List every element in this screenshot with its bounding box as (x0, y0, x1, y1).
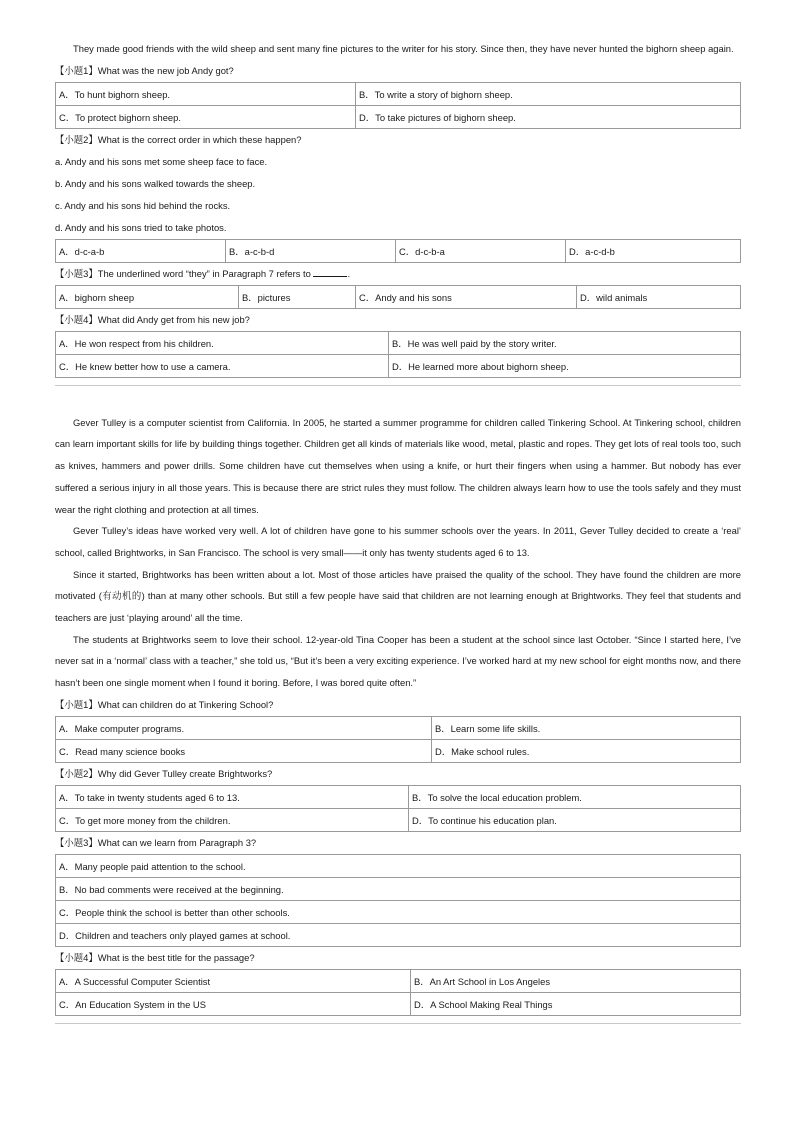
p2-question-1: 【小题1】What can children do at Tinkering School? (55, 698, 274, 710)
p1-q2-options (55, 239, 741, 263)
p2-q4-options (55, 969, 741, 1016)
p1-question-2: 【小题2】What is the correct order in which these happen? (55, 133, 302, 145)
p2-question-4: 【小题4】What is the best title for the passage? (55, 951, 255, 963)
p2-q4-option-d[interactable]: D．A School Making Real Things (411, 992, 741, 1015)
passage2-paragraph-2: Gever Tulley’s ideas have worked very well. A lot of children have gone to his summer schools over the years. In 2011, Gever Tulley decided to create a ‘real’ school, called Brightworks, in San Francisco. The school is very small——it only has twenty students aged 6 to 13. (55, 525, 741, 558)
answer-blank (313, 267, 347, 277)
p1-q3-option-d[interactable]: D．wild animals (577, 285, 741, 308)
p2-q3-option-d[interactable]: D．Children and teachers only played games at school. (56, 923, 741, 946)
passage2-paragraph-3: Since it started, Brightworks has been written about a lot. Most of those articles have praised the quality of the school. They have found the children are more motivated (有动机的) than at many other schools. But still a few people have said that children are not learning enough at Brightworks. They feel that students and teachers are just ‘playing around’ all the time. (55, 568, 741, 624)
p1-q2-option-c[interactable]: C．d-c-b-a (396, 239, 566, 262)
p1-q3-stem-end: . (347, 267, 351, 279)
p1-q1-option-b[interactable]: B．To write a story of bighorn sheep. (356, 82, 741, 105)
p1-q2-event-c: c. Andy and his sons hid behind the rocks. (55, 199, 231, 211)
p1-q3-options (55, 285, 741, 309)
p1-q1-option-d[interactable]: D．To take pictures of bighorn sheep. (356, 105, 741, 128)
passage1-closing-paragraph: They made good friends with the wild sheep and sent many fine pictures to the writer for his story. Since then, they have never hunted the bighorn sheep again. (73, 43, 734, 54)
p2-q4-option-b[interactable]: B．An Art School in Los Angeles (411, 969, 741, 992)
p1-q1-option-c[interactable]: C．To protect bighorn sheep. (56, 105, 356, 128)
p2-q3-options (55, 854, 741, 947)
p2-q2-option-a[interactable]: A．To take in twenty students aged 6 to 13. (56, 785, 409, 808)
p2-q4-option-a[interactable]: A．A Successful Computer Scientist (56, 969, 411, 992)
p1-q2-option-a[interactable]: A．d-c-a-b (56, 239, 226, 262)
p1-q2-event-d: d. Andy and his sons tried to take photos. (55, 221, 227, 233)
p1-q1-options (55, 82, 741, 129)
p2-q3-option-a[interactable]: A．Many people paid attention to the school. (56, 854, 741, 877)
worksheet-page (55, 38, 741, 1024)
p2-q1-option-c[interactable]: C．Read many science books (56, 739, 432, 762)
p1-q1-option-a[interactable]: A．To hunt bighorn sheep. (56, 82, 356, 105)
p2-q1-option-a[interactable]: A．Make computer programs. (56, 716, 432, 739)
p1-q2-event-a: a. Andy and his sons met some sheep face to face. (55, 155, 268, 167)
p2-q4-option-c[interactable]: C．An Education System in the US (56, 992, 411, 1015)
p2-q1-options (55, 716, 741, 763)
p2-q1-option-b[interactable]: B．Learn some life skills. (432, 716, 741, 739)
p2-q1-option-d[interactable]: D．Make school rules. (432, 739, 741, 762)
p1-question-3 (55, 263, 741, 285)
p2-q2-option-d[interactable]: D．To continue his education plan. (409, 808, 741, 831)
p1-q4-option-c[interactable]: C．He knew better how to use a camera. (56, 354, 389, 377)
p1-question-1: 【小题1】What was the new job Andy got? (55, 64, 234, 76)
p1-q3-option-a[interactable]: A．bighorn sheep (56, 285, 239, 308)
p2-q3-option-b[interactable]: B．No bad comments were received at the beginning. (56, 877, 741, 900)
p1-q4-options (55, 331, 741, 378)
p1-q3-option-c[interactable]: C．Andy and his sons (356, 285, 577, 308)
p2-q2-option-c[interactable]: C．To get more money from the children. (56, 808, 409, 831)
section-divider-bottom (55, 1023, 741, 1024)
passage2-paragraph-4: The students at Brightworks seem to love their school. 12-year-old Tina Cooper has been a student at the school since last October. “Since I started here, I’ve never sat in a ‘normal’ class with a teacher,” she told us, “But it’s been a very exciting experience. I’ve worked hard at my new school for eight months now, and there hasn’t been one single moment when I found it boring. Before, I was bored quite often.” (55, 633, 741, 689)
p1-q3-stem: 【小题3】The underlined word “they” in Paragraph 7 refers to (55, 267, 311, 279)
p2-question-3: 【小题3】What can we learn from Paragraph 3? (55, 836, 257, 848)
p2-q3-option-c[interactable]: C．People think the school is better than other schools. (56, 900, 741, 923)
p2-question-2: 【小题2】Why did Gever Tulley create Brightworks? (55, 767, 273, 779)
p1-q4-option-b[interactable]: B．He was well paid by the story writer. (389, 331, 741, 354)
p1-question-4: 【小题4】What did Andy get from his new job? (55, 313, 250, 325)
p1-q2-option-b[interactable]: B．a-c-b-d (226, 239, 396, 262)
p2-q2-option-b[interactable]: B．To solve the local education problem. (409, 785, 741, 808)
p1-q2-option-d[interactable]: D．a-c-d-b (566, 239, 741, 262)
p1-q4-option-d[interactable]: D．He learned more about bighorn sheep. (389, 354, 741, 377)
p1-q4-option-a[interactable]: A．He won respect from his children. (56, 331, 389, 354)
p1-q3-option-b[interactable]: B．pictures (239, 285, 356, 308)
p1-q2-event-b: b. Andy and his sons walked towards the sheep. (55, 177, 256, 189)
p2-q2-options (55, 785, 741, 832)
passage2-paragraph-1: Gever Tulley is a computer scientist from California. In 2005, he started a summer programme for children called Tinkering School. At Tinkering school, children can learn important skills for life by building things together. Children get all kinds of materials like wood, metal, plastic and ropes. They get lots of real tools too, such as knives, hammers and power drills. Some children have cut themselves when using a knife, or hurt their fingers when using a hammer. But nobody has ever suffered a serious injury in all those years. This is because there are strict rules they must follow. The children always learn how to use the tools safely and they must wear the right clothing and protection at all times. (55, 416, 741, 515)
